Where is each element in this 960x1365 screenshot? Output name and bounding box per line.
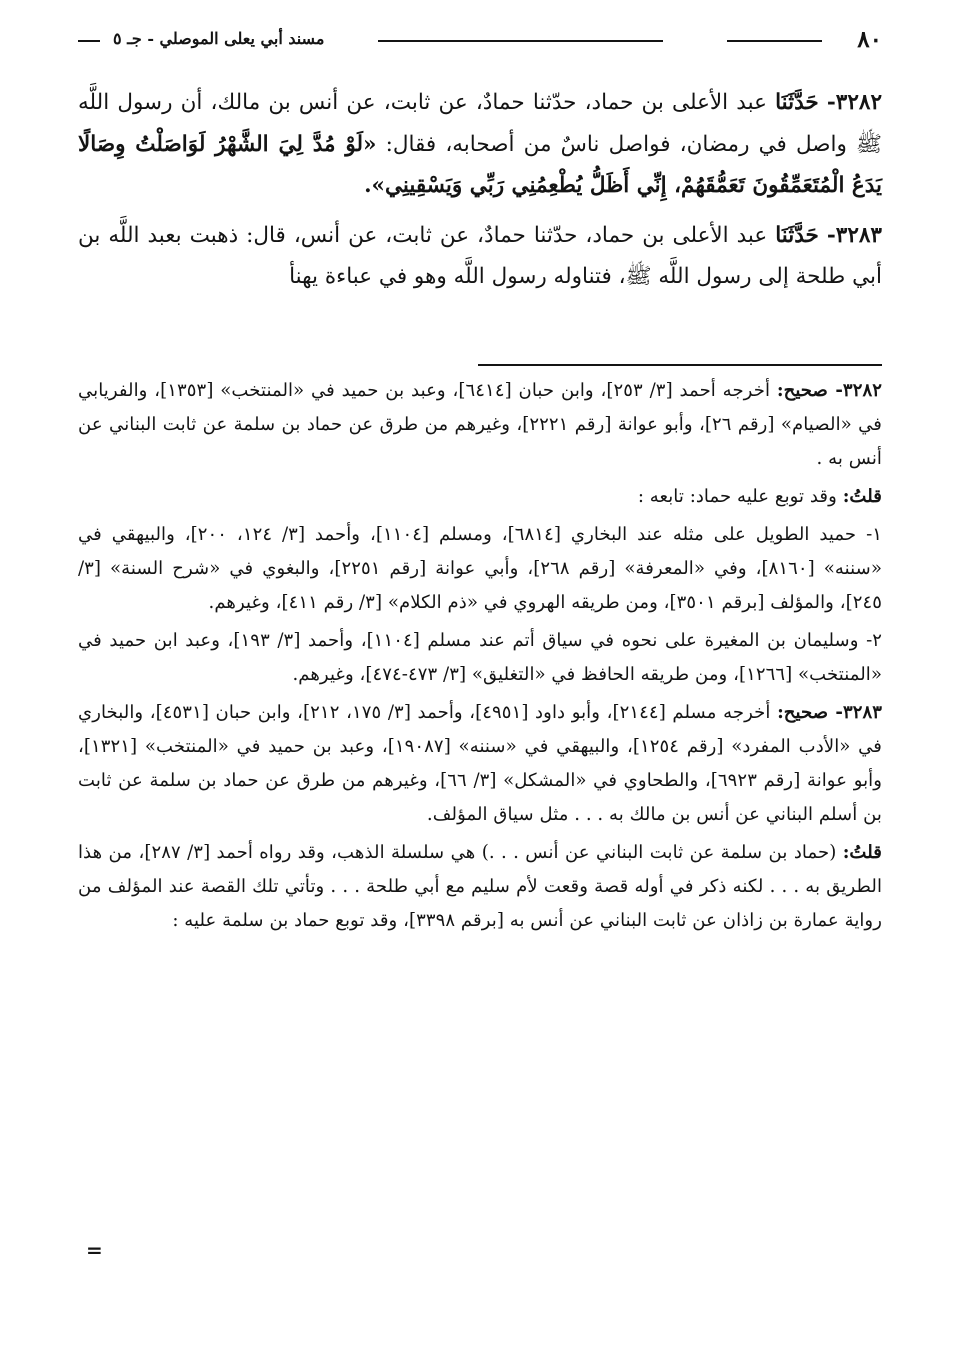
hadith-paragraph: [78, 215, 882, 298]
continuation-mark: =: [86, 1238, 103, 1262]
footnote-text: (حماد بن سلمة عن ثابت البناني عن أنس . . .) هي سلسلة الذهب، وقد رواه أحمد [٣/ ٢٨٧]، من هذا الطريق به . . . لكنه ذكر في أوله قصة وقعت لأم سليم مع أبي طلحة . . . وتأتي تلك القصة عند المؤلف من رواية عمارة بن زاذان عن ثابت البناني عن أنس به [برقم ٣٣٩٨]، وقد توبع حماد بن سلمة عليه :: [78, 842, 882, 931]
footnote-lead: ٣٢٨٢- صحيح:: [776, 380, 882, 401]
hadith-body: عبد الأعلى بن حماد، حدّثنا حمادٌ، عن ثابت، عن أنس، قال: ذهبت بعبد اللَّه بن أبي طلحة إلى رسول اللَّه ﷺ، فتناوله رسول اللَّه وهو في عباءة يهنأ: [78, 222, 882, 289]
hadith-number: ٣٢٨٢-: [826, 90, 882, 115]
footnote-text: أخرجه أحمد [٣/ ٢٥٣]، وابن حبان [٦٤١٤]، وعبد بن حميد في «المنتخب» [١٣٥٣]، والفريابي في «الصيام» [رقم ٢٦]، وأبو عوانة [رقم ٢٢٢١]، وغيرهم من طرق عن حماد بن سلمة عن ثابت البناني عن أنس به .: [78, 380, 882, 469]
hadith-number: ٣٢٨٣-: [826, 222, 882, 248]
footnote: [78, 836, 882, 938]
footnote-lead: ٣٢٨٣- صحيح:: [777, 702, 883, 723]
footnote: [78, 696, 882, 832]
footnote-text: أخرجه مسلم [٢١٤٤]، وأبو داود [٤٩٥١]، وأحمد [٣/ ١٧٥، ٢١٢]، وابن حبان [٤٥٣١]، والبخاري في «الأدب المفرد» [رقم ١٢٥٤]، والبيهقي في «سننه» [١٩٠٨٧]، وعبد بن حميد في «المنتخب» [١٣٢١]، وأبو عوانة [رقم ٦٩٢٣]، والطحاوي في «المشكل» [٣/ ٦٦]، وغيرهم من طرق عن حماد بن سلمة عن ثابت بن أسلم البناني عن أنس بن مالك به . . . مثل سياق المؤلف.: [78, 702, 883, 825]
footnote: [78, 374, 882, 476]
footnote-lead: قلتُ:: [842, 842, 882, 863]
hadith-opening: حَدَّثَنَا: [775, 90, 819, 115]
hadith-body: عبد الأعلى بن حماد، حدّثنا حمادٌ، عن ثابت، عن أنس بن مالك، أن رسول اللَّه ﷺ واصل في رمضان، فواصل ناسٌ من أصحابه، فقال:: [78, 90, 882, 157]
footnotes: [78, 374, 882, 942]
page-header: [78, 24, 882, 64]
footnote-text: ١- حميد الطويل على مثله عند البخاري [٦٨١٤]، ومسلم [١١٠٤]، وأحمد [٣/ ١٢٤، ٢٠٠]، والبيهقي في «سننه» [٨١٦٠]، وفي «المعرفة» [رقم ٢٦٨]، وأبي عوانة [رقم ٢٢٥١]، والبغوي في «شرح السنة» [٣/ ٢٤٥]، والمؤلف [برقم ٣٥٠١]، ومن طريقه الهروي في «ذم الكلام» [٣/ رقم ٤١١]، وغيرهم.: [78, 524, 883, 613]
hadith-paragraph: [78, 82, 882, 207]
running-title: مسند أبي يعلى الموصلي - جـ ٥: [113, 29, 325, 48]
footnote: [78, 624, 882, 692]
footnote-text: ٢- وسليمان بن المغيرة على نحوه في سياق أتم عند مسلم [١١٠٤]، وأحمد [٣/ ١٩٣]، وعبد ابن حميد في «المنتخب» [١٢٦٦]، ومن طريقه الحافظ في «التغليق» [٣/ ٤٧٣-٤٧٤]، وغيرهم.: [78, 630, 883, 685]
footnote: [78, 480, 882, 514]
hadith-text: [78, 82, 882, 306]
header-rule: [78, 40, 100, 42]
footnote-text: وقد توبع عليه حماد: تابعه :: [637, 486, 837, 507]
header-rule: [727, 40, 822, 42]
hadith-opening: حَدَّثَنَا: [775, 222, 819, 248]
page-number: ٨٠: [857, 26, 882, 53]
footnote: [78, 518, 882, 620]
footnote-lead: قلتُ:: [842, 486, 882, 507]
footnote-separator: [478, 364, 882, 366]
hadith-quote: «لَوْ مُدَّ لِيَ الشَّهْرُ لَوَاصَلْتُ وِصَالًا يَدَعُ الْمُتَعَمِّقُونَ تَعَمُّقَهُمْ، إِنِّي أَظَلُّ يُطْعِمُنِي رَبِّي وَيَسْقِينِي».: [78, 131, 882, 198]
header-rule: [378, 40, 663, 42]
